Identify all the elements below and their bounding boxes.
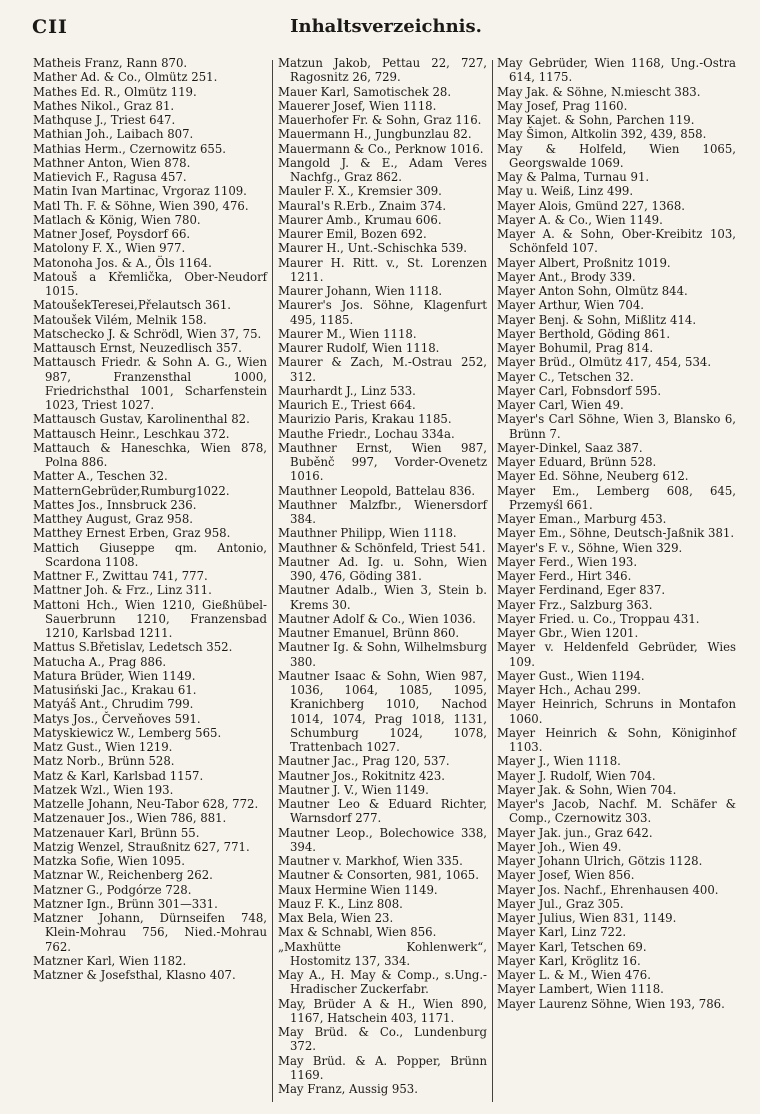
index-entry: Maurer's Jos. Söhne, Klagenfurt 495, 1185. (278, 298, 487, 327)
index-entry: Matner Josef, Poysdorf 66. (33, 227, 191, 241)
index-entry: Mathes Ed. R., Olmütz 119. (33, 84, 197, 99)
index-entry: Mayer Albert, Proßnitz 1019. (497, 255, 671, 270)
index-entry: May & Holfeld, Wien 1065, Georgswalde 1069. (497, 141, 736, 170)
index-entry: Maurer M., Wien 1118. (278, 326, 417, 341)
index-entry: Matheis Franz, Rann 870. (33, 56, 188, 70)
index-entry: Matievich F., Ragusa 457. (33, 170, 187, 184)
index-entry: Mayer Laurenz Söhne, Wien 193, 786. (497, 996, 725, 1011)
index-entry: Mayer Bohumil, Prag 814. (497, 341, 654, 355)
index-entry: Maural's R.Erb., Znaim 374. (278, 198, 447, 213)
index-entry: Mattner Joh. & Frz., Linz 311. (33, 583, 212, 598)
index-entry: Mathes Nikol., Graz 81. (33, 98, 175, 113)
index-entry: May Jak. & Söhne, N.miescht 383. (497, 84, 701, 99)
index-entry: Matyáš Ant., Chrudim 799. (33, 697, 194, 712)
index-entry: Mayer's F. v., Söhne, Wien 329. (497, 540, 683, 555)
index-entry: Mayer Lambert, Wien 1118. (497, 982, 664, 997)
index-entry: Mayer Hch., Achau 299. (497, 683, 641, 697)
index-entry: Mayer Em., Lemberg 608, 645, Przemyśl 661. (497, 483, 736, 512)
index-entry: Matusiński Jac., Krakau 61. (33, 683, 197, 697)
index-entry: Mayer L. & M., Wien 476. (497, 968, 651, 982)
index-entry: Mangold J. & E., Adam Veres Nachfg., Graz 862. (278, 155, 487, 184)
index-entry: MatoušekTeresei,Přelautsch 361. (33, 298, 231, 313)
index-entry: Mayer Jak. jun., Graz 642. (497, 825, 653, 840)
index-entry: Mayer's Jacob, Nachf. M. Schäfer & Comp., Czernowitz 303. (497, 797, 736, 826)
index-entry: Mautner J. V., Wien 1149. (278, 782, 429, 797)
index-entry: Mauerer Josef, Wien 1118. (278, 98, 437, 113)
index-entry: May Gebrüder, Wien 1168, Ung.-Ostra 614, 1175. (497, 56, 736, 85)
index-entry: Matzka Sofie, Wien 1095. (33, 854, 185, 868)
index-entry: Matter A., Teschen 32. (33, 469, 168, 484)
index-entry: Mayer Johann Ulrich, Götzis 1128. (497, 854, 703, 868)
index-entry: Maurer H., Unt.-Schischka 539. (278, 241, 468, 256)
index-entry: MatternGebrüder,Rumburg1022. (33, 483, 230, 498)
index-entry: Mauthner Philipp, Wien 1118. (278, 526, 457, 541)
index-entry: Mauthner Leopold, Battelau 836. (278, 483, 476, 498)
index-entry: Matzelle Johann, Neu-Tabor 628, 772. (33, 797, 259, 811)
index-entry: Mautner Adalb., Wien 3, Stein b. Krems 30. (278, 583, 487, 612)
index-entry: Maurer & Zach, M.-Ostrau 252, 312. (278, 355, 487, 384)
index-entry: Matzenauer Karl, Brünn 55. (33, 825, 200, 840)
index-column-3 (494, 56, 739, 1102)
index-entry: Mayer Jul., Graz 305. (497, 896, 624, 911)
index-entry: Mauermann H., Jungbunzlau 82. (278, 127, 472, 142)
index-entry: Mayer Carl, Fobnsdorf 595. (497, 383, 662, 398)
index-entry: Matzner & Josefsthal, Klasno 407. (33, 968, 236, 982)
index-entry: Mayer Jos. Nachf., Ehrenhausen 400. (497, 882, 719, 897)
page-header (32, 14, 740, 44)
page-number: CII (32, 16, 68, 38)
index-entry: „Maxhütte Kohlenwerk“, Hostomitz 137, 334. (278, 939, 487, 968)
index-entry: Mautner Adolf & Co., Wien 1036. (278, 611, 476, 626)
index-entry: Mayer Heinrich, Schruns in Montafon 1060. (497, 697, 736, 726)
index-entry: Mauthner Malzfbr., Wienersdorf 384. (278, 497, 487, 526)
index-entry: Mautner Ig. & Sohn, Wilhelmsburg 380. (278, 640, 487, 669)
index-entry: Mayer Gust., Wien 1194. (497, 668, 645, 683)
index-entry: Mathner Anton, Wien 878. (33, 155, 191, 170)
index-entry: Mayer Gbr., Wien 1201. (497, 626, 639, 640)
index-entry: May Franz, Aussig 953. (278, 1082, 418, 1096)
index-entry: Mather Ad. & Co., Olmütz 251. (33, 70, 218, 85)
index-entry: Mattus S.Břetislav, Ledetsch 352. (33, 640, 233, 655)
index-entry: Mattich Giuseppe qm. Antonio, Scardona 1108. (33, 540, 267, 569)
index-entry: Mautner & Consorten, 981, 1065. (278, 868, 479, 883)
index-entry: Matz Norb., Brünn 528. (33, 754, 175, 769)
index-entry: Mautner Jac., Prag 120, 537. (278, 754, 450, 769)
index-entry: Maurich E., Triest 664. (278, 398, 416, 412)
index-entry: Maurizio Paris, Krakau 1185. (278, 412, 452, 427)
index-entry: Matzner Johann, Dürnseifen 748, Klein-Mohrau 756, Nied.-Mohrau 762. (33, 911, 267, 954)
index-entry: Mayer Brüd., Olmütz 417, 454, 534. (497, 355, 712, 370)
index-entry: Mayer J., Wien 1118. (497, 754, 621, 769)
index-entry: Matthey Ernest Erben, Graz 958. (33, 526, 231, 541)
index-entry: Mautner Isaac & Sohn, Wien 987, 1036, 1064, 1085, 1095, Kranichberg 1010, Nachod 1014, 1074, Prag 1018, 1131, Schumburg 1024, 1078, Trattenbach 1027. (278, 668, 487, 754)
index-entry: Mayer Karl, Kröglitz 16. (497, 953, 641, 968)
index-entry: May Šimon, Altkolin 392, 439, 858. (497, 127, 707, 142)
index-entry: Matonoha Jos. & A., Öls 1164. (33, 255, 212, 270)
index-entry: Mathquse J., Triest 647. (33, 113, 176, 127)
index-entry: Mauz F. K., Linz 808. (278, 896, 403, 911)
index-column-2 (275, 56, 490, 1102)
index-entry: Mauerhofer Fr. & Sohn, Graz 116. (278, 113, 482, 127)
index-entry: Matolony F. X., Wien 977. (33, 241, 186, 256)
index-entry: Mautner v. Markhof, Wien 335. (278, 854, 463, 868)
index-entry: Maurer Johann, Wien 1118. (278, 284, 443, 298)
column-divider (272, 60, 273, 1102)
index-entry: Mayer Joh., Wien 49. (497, 839, 622, 854)
index-entry: Mautner Leo & Eduard Richter, Warnsdorf 277. (278, 797, 487, 826)
index-entry: Matouš a Křemlička, Ober-Neudorf 1015. (33, 269, 267, 298)
index-entry: Max Bela, Wien 23. (278, 911, 394, 925)
index-entry: May u. Weiß, Linz 499. (497, 184, 634, 199)
index-entry: May, Brüder A & H., Wien 890, 1167, Hatschein 403, 1171. (278, 996, 487, 1025)
page-title: Inhaltsverzeichnis. (290, 16, 482, 37)
index-entry: May Brüd. & A. Popper, Brünn 1169. (278, 1053, 487, 1082)
index-entry: Matl Th. F. & Söhne, Wien 390, 476. (33, 198, 249, 213)
index-entry: Maux Hermine Wien 1149. (278, 882, 438, 897)
index-entry: Mayer Jak. & Sohn, Wien 704. (497, 782, 677, 797)
index-entry: Matz Gust., Wien 1219. (33, 740, 173, 754)
index-entry: Matthey August, Graz 958. (33, 512, 193, 526)
index-entry: May Josef, Prag 1160. (497, 98, 628, 113)
index-entry: Mayer Josef, Wien 856. (497, 868, 635, 883)
index-entry: Mattausch Ernst, Neuzedlisch 357. (33, 341, 242, 355)
index-entry: Mayer Anton Sohn, Olmütz 844. (497, 284, 688, 298)
index-entry: Maurer Rudolf, Wien 1118. (278, 341, 440, 355)
index-entry: Matzner Karl, Wien 1182. (33, 953, 187, 968)
index-entry: Matschecko J. & Schrödl, Wien 37, 75. (33, 326, 262, 341)
index-entry: Mayer Ant., Brody 339. (497, 269, 636, 284)
index-columns (30, 56, 742, 1106)
index-entry: Maurer H. Ritt. v., St. Lorenzen 1211. (278, 255, 487, 284)
index-entry: Matznar W., Reichenberg 262. (33, 868, 213, 883)
index-entry: Mayer Ed. Söhne, Neuberg 612. (497, 469, 689, 484)
index-entry: May & Palma, Turnau 91. (497, 170, 650, 184)
index-entry: Mayer Julius, Wien 831, 1149. (497, 911, 677, 925)
index-entry: Mayer A. & Co., Wien 1149. (497, 212, 663, 227)
index-entry: Mattoni Hch., Wien 1210, Gießhübel-Sauerbrunn 1210, Franzensbad 1210, Karlsbad 1211. (33, 597, 267, 640)
index-entry: Matlach & König, Wien 780. (33, 212, 201, 227)
index-entry: Matucha A., Prag 886. (33, 654, 167, 669)
index-entry: Mayer J. Rudolf, Wien 704. (497, 768, 656, 783)
index-entry: Matin Ivan Martinac, Vrgoraz 1109. (33, 184, 247, 199)
index-entry: Mayer Berthold, Göding 861. (497, 326, 671, 341)
index-entry: Mayer Carl, Wien 49. (497, 398, 624, 412)
index-entry: Mathias Herm., Czernowitz 655. (33, 141, 227, 156)
index-entry: May A., H. May & Comp., s.Ung.-Hradischer Zuckerfabr. (278, 968, 487, 997)
index-entry: Mayer C., Tetschen 32. (497, 369, 634, 384)
index-entry: Mayer Heinrich & Sohn, Königinhof 1103. (497, 725, 736, 754)
index-entry: Mayer Ferd., Wien 193. (497, 554, 638, 569)
index-entry: Matzner Ign., Brünn 301—331. (33, 896, 218, 911)
index-entry: Mattner F., Zwittau 741, 777. (33, 569, 208, 583)
index-entry: Mayer Ferd., Hirt 346. (497, 569, 632, 583)
index-entry: Matzenauer Jos., Wien 786, 881. (33, 811, 227, 826)
index-entry: Maurer Amb., Krumau 606. (278, 212, 442, 227)
index-entry: Matzig Wenzel, Straußnitz 627, 771. (33, 839, 250, 854)
index-entry: Matys Jos., Červeňoves 591. (33, 711, 201, 726)
index-entry: Mattes Jos., Innsbruck 236. (33, 497, 197, 512)
index-entry: Mauermann & Co., Perknow 1016. (278, 141, 484, 156)
column-divider (492, 60, 493, 1102)
index-entry: Matyskiewicz W., Lemberg 565. (33, 725, 222, 740)
index-entry: Mautner Ad. Ig. u. Sohn, Wien 390, 476, Göding 381. (278, 554, 487, 583)
index-entry: Mayer A. & Sohn, Ober-Kreibitz 103, Schönfeld 107. (497, 227, 736, 256)
index-entry: Matzun Jakob, Pettau 22, 727, Ragosnitz 26, 729. (278, 56, 487, 85)
index-entry: Mayer Eduard, Brünn 528. (497, 455, 657, 469)
index-entry: Mayer Benj. & Sohn, Mißlitz 414. (497, 312, 697, 327)
index-entry: Matoušek Vilém, Melnik 158. (33, 312, 207, 327)
index-entry: Mattausch Gustav, Karolinenthal 82. (33, 412, 250, 427)
index-entry: Mayer Ferdinand, Eger 837. (497, 583, 666, 598)
index-entry: Mayer Fried. u. Co., Troppau 431. (497, 611, 700, 626)
index-entry: Mauthe Friedr., Lochau 334a. (278, 426, 455, 441)
index-entry: Mayer Frz., Salzburg 363. (497, 597, 653, 612)
index-entry: Mayer's Carl Söhne, Wien 3, Blansko 6, Brünn 7. (497, 412, 736, 441)
index-entry: Mautner Leop., Bolechowice 338, 394. (278, 825, 487, 854)
index-entry: Matzek Wzl., Wien 193. (33, 782, 174, 797)
index-entry: Mattauch & Haneschka, Wien 878, Polna 886. (33, 440, 267, 469)
index-entry: Mayer Em., Söhne, Deutsch-Jaßnik 381. (497, 526, 735, 541)
index-entry: May Brüd. & Co., Lundenburg 372. (278, 1025, 487, 1054)
index-entry: Mauthner Ernst, Wien 987, Buběnč 997, Vorder-Ovenetz 1016. (278, 440, 487, 484)
index-entry: Mayer Eman., Marburg 453. (497, 512, 667, 526)
index-entry: Max & Schnabl, Wien 856. (278, 925, 437, 940)
index-entry: Mautner Emanuel, Brünn 860. (278, 626, 460, 640)
index-entry: Mayer Karl, Linz 722. (497, 925, 627, 940)
index-entry: Mayer Arthur, Wien 704. (497, 298, 644, 313)
index-entry: Mayer Alois, Gmünd 227, 1368. (497, 198, 686, 213)
index-entry: Mattausch Friedr. & Sohn A. G., Wien 987, Franzensthal 1000, Friedrichsthal 1001, Scharfenstein 1023, Triest 1027. (33, 355, 267, 412)
index-entry: Mathian Joh., Laibach 807. (33, 127, 194, 142)
index-column-1 (30, 56, 270, 1102)
index-entry: Maurer Emil, Bozen 692. (278, 227, 427, 241)
index-entry: Mauler F. X., Kremsier 309. (278, 184, 442, 199)
index-entry: May Kajet. & Sohn, Parchen 119. (497, 113, 695, 127)
index-entry: Mattausch Heinr., Leschkau 372. (33, 426, 230, 441)
index-entry: Matura Brüder, Wien 1149. (33, 668, 196, 683)
index-entry: Matz & Karl, Karlsbad 1157. (33, 768, 204, 783)
index-entry: Mautner Jos., Rokitnitz 423. (278, 768, 445, 783)
index-entry: Mauer Karl, Samotischek 28. (278, 84, 452, 99)
index-entry: Maurhardt J., Linz 533. (278, 383, 416, 398)
index-entry: Mayer v. Heldenfeld Gebrüder, Wies 109. (497, 640, 736, 669)
index-entry: Mayer Karl, Tetschen 69. (497, 939, 647, 954)
index-entry: Mauthner & Schönfeld, Triest 541. (278, 540, 486, 555)
index-entry: Matzner G., Podgórze 728. (33, 882, 192, 897)
index-entry: Mayer-Dinkel, Saaz 387. (497, 440, 643, 455)
